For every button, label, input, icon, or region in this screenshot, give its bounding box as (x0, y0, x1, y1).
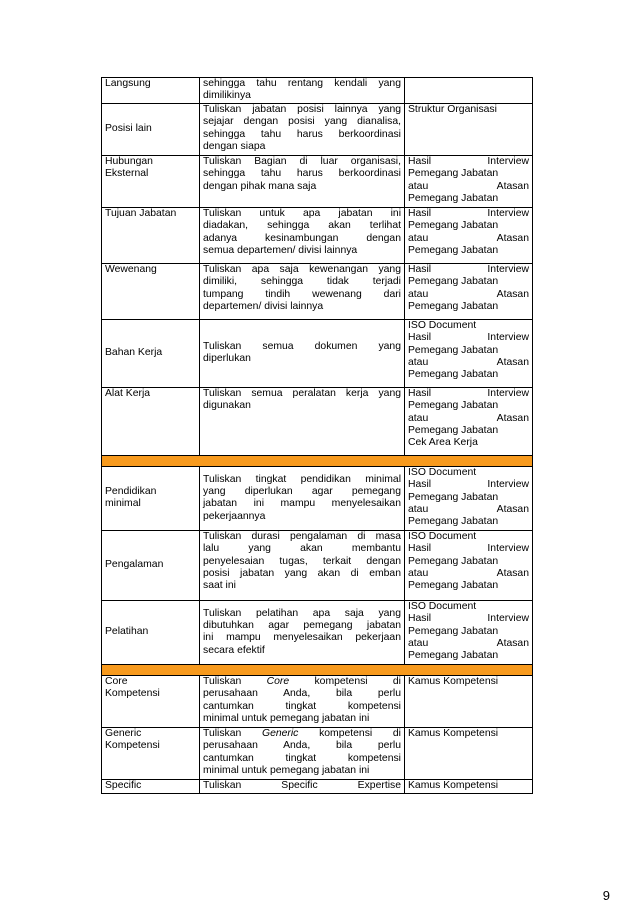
cell-line: ISO Document (408, 530, 477, 542)
row-description (200, 78, 405, 104)
cell-line: perusahaan Anda, bila perlu (203, 740, 401, 752)
row-description (200, 263, 405, 319)
cell-line: perusahaan Anda, bila perlu (203, 688, 401, 700)
table-row (102, 387, 533, 455)
table-row (102, 675, 533, 727)
job-analysis-table (101, 77, 533, 794)
cell-line: minimal untuk pemegang jabatan ini (203, 713, 370, 725)
desc-pre: Tuliskan (203, 727, 242, 739)
cell-line: Pemegang Jabatan (408, 650, 499, 662)
row-description (200, 600, 405, 664)
cell-line: Hasil Interview (408, 543, 529, 555)
cell-line: Pemegang Jabatan (408, 516, 499, 528)
row-source (405, 263, 533, 319)
row-label (102, 466, 200, 530)
cell-line: yang diperlukan agar pemegang (203, 485, 401, 497)
row-description (200, 675, 405, 727)
row-source (405, 155, 533, 207)
cell-line: atau Atasan (408, 412, 529, 424)
table-row (102, 600, 533, 664)
row-description (200, 466, 405, 530)
cell-line: Tuliskan untuk apa jabatan ini (203, 207, 401, 219)
cell-line: saat ini (203, 580, 236, 592)
desc-post: kompetensi di (319, 727, 401, 739)
row-label (102, 727, 200, 779)
section-band-row (102, 455, 533, 466)
cell-line: posisi jabatan yang akan di emban (203, 568, 401, 580)
cell-line: tumpang tindih wewenang dari (203, 288, 401, 300)
cell-line: Hasil Interview (408, 613, 529, 625)
cell-line: sehingga tahu harus berkoordinasi (203, 128, 401, 140)
cell-line: Hasil Interview (408, 263, 529, 275)
cell-line: sehingga tahu harus berkoordinasi (203, 168, 401, 180)
cell-line: cantumkan tingkat kompetensi (203, 752, 401, 764)
cell-line: Hasil Interview (408, 332, 529, 344)
row-description (200, 207, 405, 263)
row-label (102, 207, 200, 263)
cell-line: Pemegang Jabatan (408, 369, 499, 381)
cell-line: minimal (105, 498, 141, 510)
cell-line: cantumkan tingkat kompetensi (203, 700, 401, 712)
cell-line: Hasil Interview (408, 479, 529, 491)
cell-line: Kamus Kompetensi (408, 779, 499, 791)
row-label (102, 78, 200, 104)
cell-line: Kompetensi (105, 688, 160, 700)
cell-line: dibutuhkan agar pemegang jabatan (203, 619, 401, 631)
row-label (102, 600, 200, 664)
row-source (405, 675, 533, 727)
table-row (102, 78, 533, 104)
cell-line: Pemegang Jabatan (408, 220, 499, 232)
cell-line: Pemegang Jabatan (408, 193, 499, 205)
table-row (102, 263, 533, 319)
row-source (405, 78, 533, 104)
table-row (102, 319, 533, 387)
table-row (102, 530, 533, 600)
row-description (200, 727, 405, 779)
section-band (102, 455, 533, 466)
cell-line: lalu yang akan membantu (203, 543, 401, 555)
cell-line: atau Atasan (408, 180, 529, 192)
cell-line: Tuliskan durasi pengalaman di masa (203, 530, 401, 542)
row-label (102, 387, 200, 455)
cell-line: Cek Area Kerja (408, 437, 478, 449)
cell-line: jabatan ini mampu menyelesaikan (203, 498, 401, 510)
cell-line: Specific (105, 779, 142, 791)
cell-line: semua departemen/ divisi lainnya (203, 245, 358, 257)
table-row (102, 727, 533, 779)
cell-line: pekerjaannya (203, 510, 266, 522)
cell-line: Core (105, 675, 128, 687)
cell-line: Pemegang Jabatan (408, 400, 499, 412)
cell-line: ISO Document (408, 466, 477, 478)
cell-line: Tuliskan apa saja kewenangan yang (203, 263, 401, 275)
cell-line: atau Atasan (408, 638, 529, 650)
cell-line: Tuliskan pelatihan apa saja yang (203, 607, 401, 619)
cell-line: Tuliskan jabatan posisi lainnya yang (203, 103, 401, 115)
desc-post: kompetensi di (314, 675, 401, 687)
cell-line: Bahan Kerja (105, 347, 163, 359)
cell-line: Pemegang Jabatan (408, 276, 499, 288)
cell-line: Kamus Kompetensi (408, 727, 499, 739)
cell-line: atau Atasan (408, 357, 529, 369)
cell-line: Pemegang Jabatan (408, 168, 499, 180)
cell-line: diadakan, sehingga akan terlihat (203, 220, 401, 232)
cell-line: dengan pihak mana saja (203, 180, 317, 192)
row-source (405, 727, 533, 779)
cell-line: Hasil Interview (408, 387, 529, 399)
cell-line: secara efektif (203, 644, 265, 656)
desc-em: Generic (262, 727, 299, 739)
row-description (200, 779, 405, 793)
cell-line: Pemegang Jabatan (408, 555, 499, 567)
cell-line: Pemegang Jabatan (408, 425, 499, 437)
cell-line: Hasil Interview (408, 155, 529, 167)
row-description (200, 387, 405, 455)
cell-line: Kamus Kompetensi (408, 675, 499, 687)
table-body (102, 78, 533, 794)
page-number: 9 (602, 888, 610, 903)
cell-line (203, 676, 401, 688)
table-row (102, 466, 533, 530)
row-source (405, 319, 533, 387)
row-label (102, 779, 200, 793)
cell-line: Pemegang Jabatan (408, 245, 499, 257)
row-label (102, 675, 200, 727)
cell-line: atau Atasan (408, 232, 529, 244)
table-row (102, 779, 533, 793)
cell-line: sejajar dengan posisi yang dianalisa, (203, 116, 401, 128)
row-source (405, 466, 533, 530)
cell-line: Pelatihan (105, 626, 149, 638)
section-band-row (102, 664, 533, 675)
row-source (405, 103, 533, 155)
cell-line: Tuliskan tingkat pendidikan minimal (203, 473, 401, 485)
cell-line: Wewenang (105, 263, 157, 275)
cell-line: Pemegang Jabatan (408, 491, 499, 503)
cell-line: Hasil Interview (408, 207, 529, 219)
row-label (102, 155, 200, 207)
cell-line: ISO Document (408, 600, 477, 612)
cell-line: ini mampu menyelesaikan pekerjaan (203, 632, 401, 644)
row-source (405, 600, 533, 664)
row-source (405, 387, 533, 455)
table-row (102, 207, 533, 263)
cell-line: penyelesaian tugas, terkait dengan (203, 555, 401, 567)
cell-line: atau Atasan (408, 288, 529, 300)
table-row (102, 103, 533, 155)
cell-line: Eksternal (105, 168, 149, 180)
cell-line: dimilikinya (203, 90, 251, 102)
cell-line: Tuliskan semua dokumen yang (203, 340, 401, 352)
cell-line: Pemegang Jabatan (408, 301, 499, 313)
row-label (102, 319, 200, 387)
cell-line: Alat Kerja (105, 387, 151, 399)
cell-line: Posisi lain (105, 123, 152, 135)
row-source (405, 530, 533, 600)
cell-line: Pengalaman (105, 559, 164, 571)
cell-line: dimiliki, sehingga tidak terjadi (203, 276, 401, 288)
cell-line: atau Atasan (408, 504, 529, 516)
row-description (200, 103, 405, 155)
cell-line: Langsung (105, 78, 151, 89)
cell-line: diperlukan (203, 353, 251, 365)
row-description (200, 530, 405, 600)
cell-line (203, 728, 401, 740)
row-description (200, 155, 405, 207)
cell-line: ISO Document (408, 319, 477, 331)
row-label (102, 103, 200, 155)
cell-line: Tujuan Jabatan (105, 207, 177, 219)
row-description (200, 319, 405, 387)
row-source (405, 779, 533, 793)
cell-line: atau Atasan (408, 568, 529, 580)
cell-line: Tuliskan Specific Expertise (203, 779, 401, 791)
cell-line: adanya kesinambungan dengan (203, 232, 401, 244)
cell-line: Pemegang Jabatan (408, 344, 499, 356)
cell-line: Pemegang Jabatan (408, 580, 499, 592)
section-band (102, 664, 533, 675)
desc-pre: Tuliskan (203, 675, 242, 687)
cell-line: sehingga tahu rentang kendali yang (203, 78, 401, 89)
cell-line: Pendidikan (105, 485, 157, 497)
row-source (405, 207, 533, 263)
desc-em: Core (266, 675, 290, 687)
cell-line: minimal untuk pemegang jabatan ini (203, 765, 370, 777)
cell-line: Generic (105, 727, 142, 739)
cell-line: dengan siapa (203, 141, 266, 153)
table-row (102, 155, 533, 207)
cell-line: Tuliskan Bagian di luar organisasi, (203, 155, 401, 167)
cell-line: Pemegang Jabatan (408, 625, 499, 637)
cell-line: Kompetensi (105, 740, 160, 752)
row-label (102, 530, 200, 600)
cell-line: digunakan (203, 400, 251, 412)
cell-line: Hubungan (105, 155, 153, 167)
row-label (102, 263, 200, 319)
cell-line: Tuliskan semua peralatan kerja yang (203, 387, 401, 399)
cell-line: departemen/ divisi lainnya (203, 301, 324, 313)
cell-line: Struktur Organisasi (408, 103, 497, 115)
